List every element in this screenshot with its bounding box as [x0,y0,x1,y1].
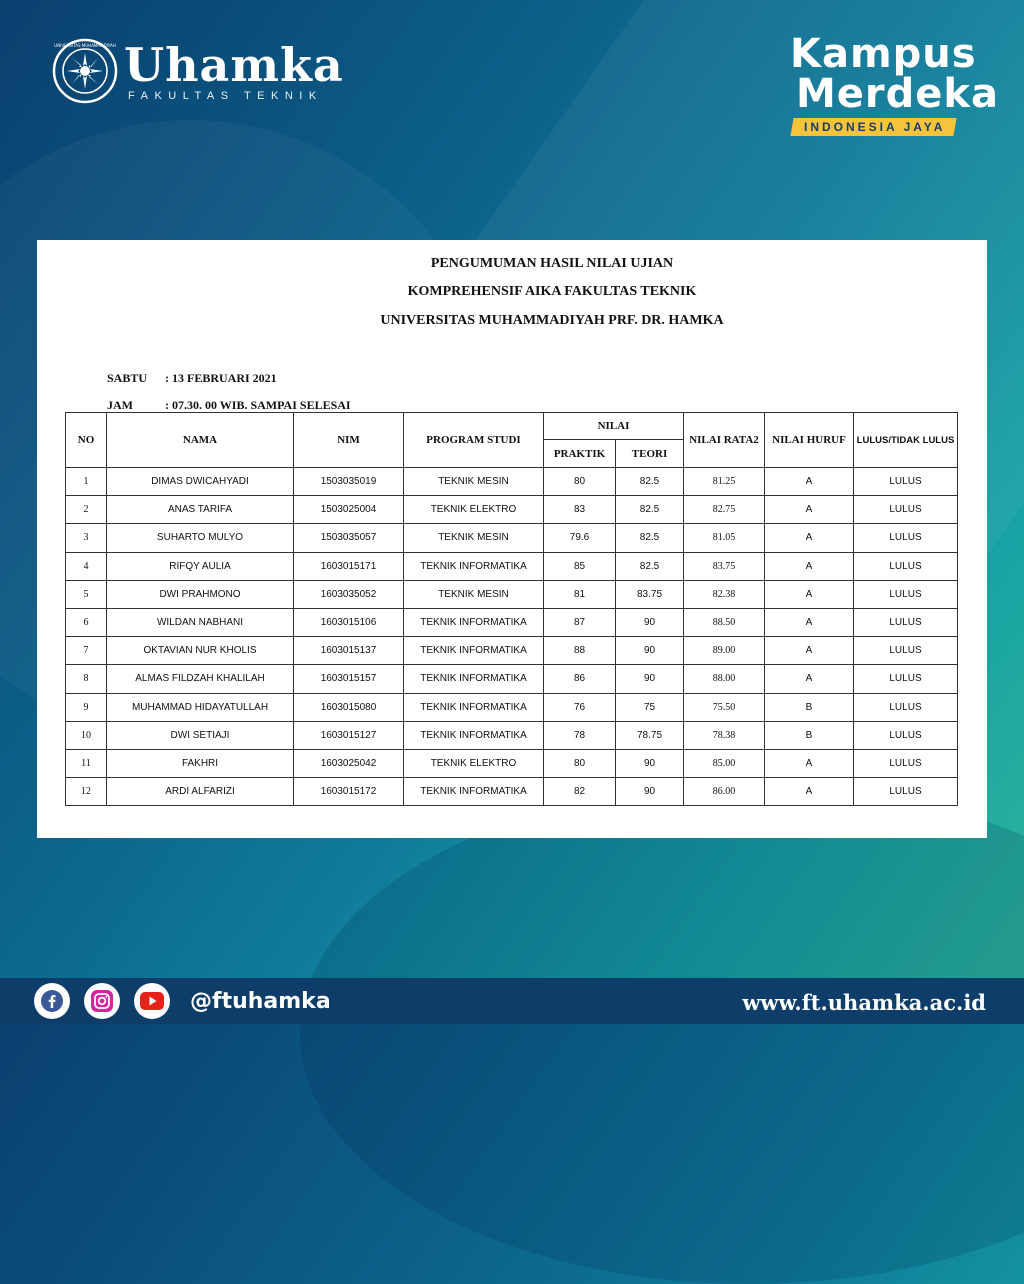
cell-nim: 1503035057 [294,524,404,552]
cell-rata: 86.00 [684,778,765,806]
cell-rata: 89.00 [684,637,765,665]
cell-teori: 82.5 [616,552,684,580]
day-value: : 13 FEBRUARI 2021 [165,371,277,385]
cell-nim: 1503025004 [294,496,404,524]
cell-nama: OKTAVIAN NUR KHOLIS [107,637,294,665]
table-row [66,608,958,636]
grades-table [65,412,958,806]
cell-huruf: A [765,496,854,524]
exam-date [107,371,277,386]
cell-huruf: A [765,637,854,665]
cell-no: 7 [66,637,107,665]
cell-rata: 78.38 [684,721,765,749]
cell-teori: 90 [616,608,684,636]
logo-subtitle: FAKULTAS TEKNIK [128,90,323,102]
table-row [66,552,958,580]
cell-nim: 1603015137 [294,637,404,665]
cell-nim: 1603015080 [294,693,404,721]
cell-nim: 1603015106 [294,608,404,636]
cell-nim: 1603015157 [294,665,404,693]
doc-title-3: UNIVERSITAS MUHAMMADIYAH PRF. DR. HAMKA [380,313,724,328]
social-handle[interactable]: @ftuhamka [190,989,331,1014]
cell-no: 6 [66,608,107,636]
cell-status: LULUS [854,778,958,806]
announcement-document [37,240,987,838]
cell-teori: 78.75 [616,721,684,749]
cell-nim: 1603015127 [294,721,404,749]
time-label: JAM [107,398,133,412]
cell-nama: FAKHRI [107,749,294,777]
header-lulus: LULUS/TIDAK LULUS [854,413,958,468]
header-nilai-rata: NILAI RATA2 [684,413,765,468]
cell-praktik: 85 [544,552,616,580]
cell-teori: 82.5 [616,524,684,552]
cell-rata: 88.50 [684,608,765,636]
cell-rata: 75.50 [684,693,765,721]
cell-huruf: A [765,749,854,777]
cell-nim: 1603035052 [294,580,404,608]
cell-nama: ARDI ALFARIZI [107,778,294,806]
cell-prodi: TEKNIK INFORMATIKA [404,693,544,721]
header-program-studi: PROGRAM STUDI [404,413,544,468]
km-badge [790,118,957,136]
time-value: : 07.30. 00 WIB. SAMPAI SELESAI [165,398,351,412]
table-row [66,496,958,524]
youtube-icon[interactable] [134,983,170,1019]
cell-no: 8 [66,665,107,693]
cell-huruf: A [765,524,854,552]
cell-nim: 1603015171 [294,552,404,580]
cell-no: 2 [66,496,107,524]
cell-rata: 81.05 [684,524,765,552]
header-no: NO [66,413,107,468]
table-row [66,778,958,806]
background-shape [300,784,1024,1284]
cell-nama: ALMAS FILDZAH KHALILAH [107,665,294,693]
cell-huruf: A [765,778,854,806]
cell-status: LULUS [854,637,958,665]
cell-nama: ANAS TARIFA [107,496,294,524]
cell-prodi: TEKNIK INFORMATIKA [404,552,544,580]
cell-praktik: 80 [544,468,616,496]
cell-status: LULUS [854,468,958,496]
cell-teori: 90 [616,665,684,693]
cell-teori: 90 [616,637,684,665]
cell-status: LULUS [854,580,958,608]
exam-time [107,398,351,413]
cell-teori: 82.5 [616,496,684,524]
cell-rata: 82.75 [684,496,765,524]
cell-status: LULUS [854,608,958,636]
cell-nama: DWI SETIAJI [107,721,294,749]
cell-nim: 1603025042 [294,749,404,777]
cell-prodi: TEKNIK ELEKTRO [404,496,544,524]
cell-huruf: A [765,665,854,693]
website-link[interactable]: www.ft.uhamka.ac.id [742,990,986,1015]
cell-nama: DIMAS DWICAHYADI [107,468,294,496]
cell-nim: 1603015172 [294,778,404,806]
cell-huruf: B [765,721,854,749]
svg-text:UNIVERSITAS MUHAMMADIYAH: UNIVERSITAS MUHAMMADIYAH [54,43,116,48]
km-badge-text: INDONESIA JAYA [804,120,946,134]
table-row [66,721,958,749]
cell-praktik: 82 [544,778,616,806]
kampus-merdeka-logo [790,31,1000,136]
cell-nama: DWI PRAHMONO [107,580,294,608]
header-praktik: PRAKTIK [544,440,616,468]
cell-prodi: TEKNIK INFORMATIKA [404,665,544,693]
header-teori: TEORI [616,440,684,468]
cell-prodi: TEKNIK MESIN [404,580,544,608]
cell-praktik: 79.6 [544,524,616,552]
cell-status: LULUS [854,665,958,693]
table-row [66,524,958,552]
cell-status: LULUS [854,693,958,721]
header-nilai: NILAI [544,413,684,440]
cell-nama: SUHARTO MULYO [107,524,294,552]
km-line-2: Merdeka [796,71,1000,117]
cell-teori: 90 [616,778,684,806]
cell-no: 9 [66,693,107,721]
cell-no: 10 [66,721,107,749]
cell-teori: 82.5 [616,468,684,496]
table-row [66,665,958,693]
cell-nim: 1503035019 [294,468,404,496]
cell-praktik: 78 [544,721,616,749]
cell-rata: 85.00 [684,749,765,777]
cell-prodi: TEKNIK INFORMATIKA [404,778,544,806]
cell-nama: WILDAN NABHANI [107,608,294,636]
cell-prodi: TEKNIK INFORMATIKA [404,608,544,636]
cell-praktik: 76 [544,693,616,721]
cell-nama: MUHAMMAD HIDAYATULLAH [107,693,294,721]
cell-huruf: A [765,608,854,636]
cell-no: 5 [66,580,107,608]
university-seal-icon [52,38,118,104]
cell-rata: 88.00 [684,665,765,693]
table-row [66,468,958,496]
header-nim: NIM [294,413,404,468]
cell-status: LULUS [854,552,958,580]
cell-huruf: A [765,580,854,608]
cell-teori: 75 [616,693,684,721]
cell-huruf: A [765,552,854,580]
cell-rata: 81.25 [684,468,765,496]
cell-status: LULUS [854,721,958,749]
cell-no: 12 [66,778,107,806]
doc-title-2: KOMPREHENSIF AIKA FAKULTAS TEKNIK [407,284,697,299]
cell-teori: 83.75 [616,580,684,608]
uhamka-logo [52,38,344,104]
instagram-icon[interactable] [84,983,120,1019]
cell-prodi: TEKNIK INFORMATIKA [404,637,544,665]
cell-prodi: TEKNIK MESIN [404,524,544,552]
cell-prodi: TEKNIK INFORMATIKA [404,721,544,749]
table-row [66,637,958,665]
table-row [66,580,958,608]
cell-prodi: TEKNIK ELEKTRO [404,749,544,777]
cell-status: LULUS [854,749,958,777]
cell-status: LULUS [854,496,958,524]
cell-praktik: 86 [544,665,616,693]
facebook-icon[interactable] [34,983,70,1019]
cell-rata: 82.38 [684,580,765,608]
cell-praktik: 80 [544,749,616,777]
cell-praktik: 88 [544,637,616,665]
cell-huruf: A [765,468,854,496]
cell-teori: 90 [616,749,684,777]
cell-status: LULUS [854,524,958,552]
cell-no: 3 [66,524,107,552]
cell-praktik: 87 [544,608,616,636]
logo-name: Uhamka [124,38,344,92]
cell-no: 4 [66,552,107,580]
cell-praktik: 83 [544,496,616,524]
header-nama: NAMA [107,413,294,468]
day-label: SABTU [107,371,148,385]
cell-rata: 83.75 [684,552,765,580]
cell-huruf: B [765,693,854,721]
cell-prodi: TEKNIK MESIN [404,468,544,496]
cell-nama: RIFQY AULIA [107,552,294,580]
cell-no: 1 [66,468,107,496]
cell-praktik: 81 [544,580,616,608]
table-row [66,693,958,721]
doc-title-1: PENGUMUMAN HASIL NILAI UJIAN [430,256,674,271]
header-nilai-huruf: NILAI HURUF [765,413,854,468]
cell-no: 11 [66,749,107,777]
table-row [66,749,958,777]
km-line-1: Kampus [790,31,977,77]
